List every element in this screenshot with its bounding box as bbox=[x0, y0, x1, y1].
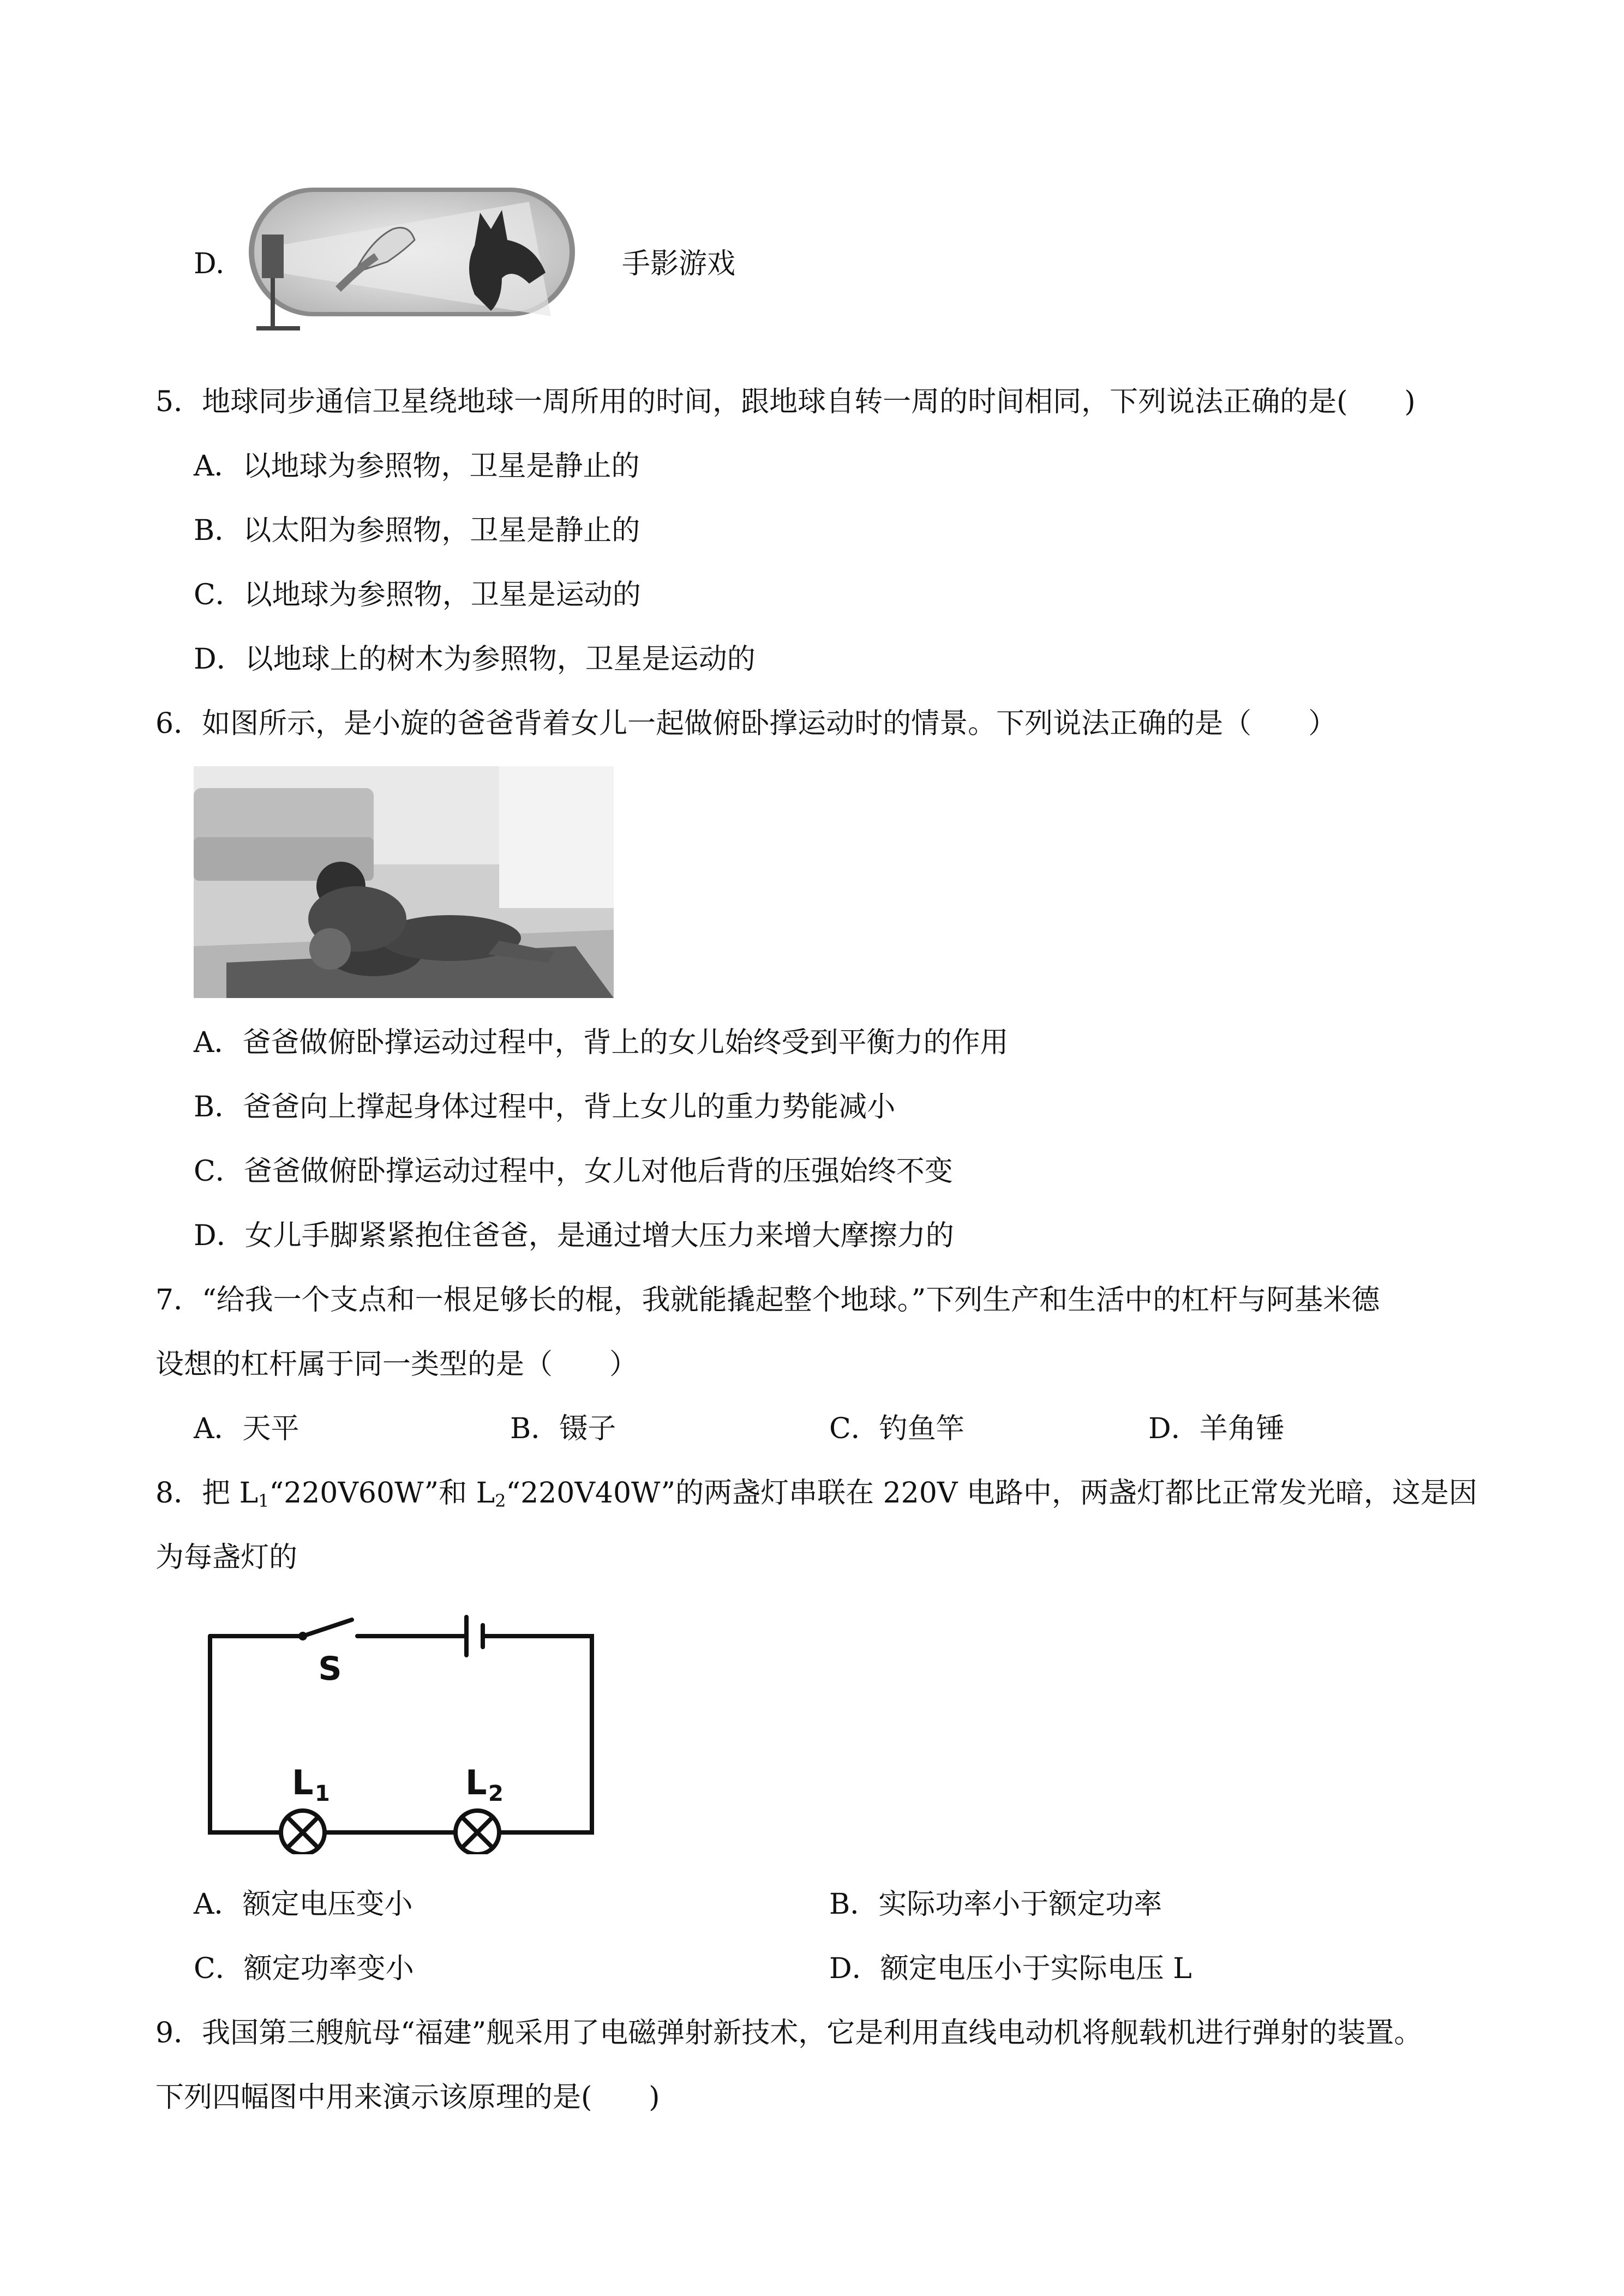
q8-sub2: 2 bbox=[495, 1490, 506, 1511]
q7-stem-line2: 设想的杠杆属于同一类型的是（ ） bbox=[155, 1348, 638, 1381]
q8-option-a: A．额定电压变小 bbox=[194, 1888, 413, 1921]
q7-option-c: C．钓鱼竿 bbox=[829, 1413, 964, 1445]
q4-option-d-caption: 手影游戏 bbox=[622, 248, 736, 280]
pushup-photo bbox=[194, 766, 614, 998]
circuit-diagram bbox=[194, 1603, 608, 1854]
lamp1-label: L bbox=[292, 1763, 314, 1802]
q5-option-a: A．以地球为参照物，卫星是静止的 bbox=[194, 450, 640, 483]
q8-option-c: C．额定功率变小 bbox=[194, 1952, 414, 1985]
q6-option-d: D．女儿手脚紧紧抱住爸爸，是通过增大压力来增大摩擦力的 bbox=[194, 1219, 954, 1252]
lamp2-label: L bbox=[465, 1763, 487, 1802]
q7-option-b: B．镊子 bbox=[510, 1413, 616, 1445]
q5-option-c: C．以地球为参照物，卫星是运动的 bbox=[194, 579, 641, 611]
q5-option-b: B．以太阳为参照物，卫星是静止的 bbox=[194, 514, 640, 547]
q8-stem-part2: “220V60W”和 L bbox=[269, 1477, 495, 1510]
q8-stem-part3: “220V40W”的两盏灯串联在 220V 电路中，两盏灯都比正常发光暗，这是因 bbox=[506, 1477, 1477, 1510]
q4-option-d-letter: D. bbox=[194, 248, 225, 280]
lamp1-subscript: 1 bbox=[315, 1781, 330, 1806]
hand-shadow-figure bbox=[245, 180, 578, 344]
q8-option-b: B．实际功率小于额定功率 bbox=[829, 1888, 1162, 1921]
q6-option-c: C．爸爸做俯卧撑运动过程中，女儿对他后背的压强始终不变 bbox=[194, 1155, 953, 1188]
q8-stem-part1: 8．把 L bbox=[155, 1477, 259, 1510]
q9-stem-line2: 下列四幅图中用来演示该原理的是( ) bbox=[155, 2081, 660, 2114]
q7-option-a: A．天平 bbox=[194, 1413, 299, 1445]
q8-sub1: 1 bbox=[258, 1490, 269, 1511]
q8-option-d: D．额定电压小于实际电压 L bbox=[829, 1952, 1192, 1985]
q5-stem: 5．地球同步通信卫星绕地球一周所用的时间，跟地球自转一周的时间相同，下列说法正确的是( ) bbox=[155, 386, 1416, 418]
q5-option-d: D．以地球上的树木为参照物，卫星是运动的 bbox=[194, 643, 756, 676]
q8-stem-line1 bbox=[155, 1476, 1477, 1518]
lamp2-subscript: 2 bbox=[488, 1781, 504, 1806]
q7-option-d: D．羊角锤 bbox=[1148, 1413, 1285, 1445]
q6-option-b: B．爸爸向上撑起身体过程中，背上女儿的重力势能减小 bbox=[194, 1091, 896, 1123]
q7-stem-line1: 7．“给我一个支点和一根足够长的棍，我就能撬起整个地球。”下列生产和生活中的杠杆与阿基米德 bbox=[155, 1284, 1380, 1317]
q6-option-a: A．爸爸做俯卧撑运动过程中，背上的女儿始终受到平衡力的作用 bbox=[194, 1026, 1009, 1059]
q6-stem: 6．如图所示，是小旋的爸爸背着女儿一起做俯卧撑运动时的情景。下列说法正确的是（ ） bbox=[155, 707, 1337, 740]
switch-label: S bbox=[318, 1650, 342, 1688]
q9-stem-line1: 9．我国第三艘航母“福建”舰采用了电磁弹射新技术，它是利用直线电动机将舰载机进行弹射的装置。 bbox=[155, 2017, 1423, 2049]
q8-stem-line2: 为每盏灯的 bbox=[155, 1541, 298, 1574]
